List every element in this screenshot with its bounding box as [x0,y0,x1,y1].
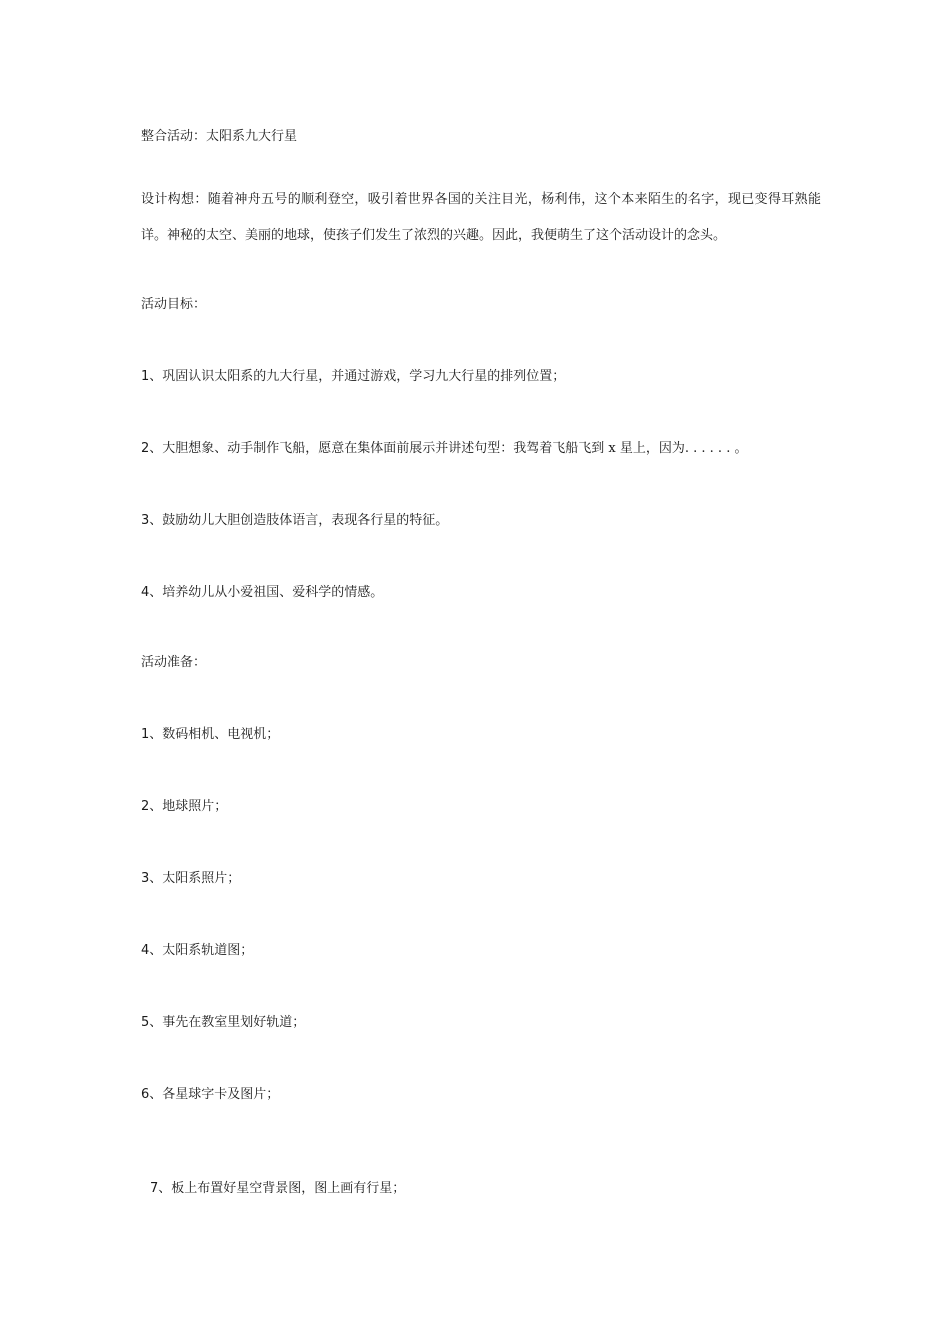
prep-item [141,942,253,960]
prep-text: 、板上布置好星空背景图，图上画有行星； [158,1181,406,1196]
prep-number: 6 [141,1087,150,1102]
prep-number: 2 [141,799,150,814]
prep-number: 7 [150,1181,159,1196]
goal-number: 4 [141,585,150,600]
prep-item [141,726,279,744]
goal-number: 1 [141,369,150,384]
prep-item [141,1086,279,1104]
goal-text: 、巩固认识太阳系的九大行星，并通过游戏，学习九大行星的排列位置； [149,369,566,384]
prep-text: 、各星球字卡及图片； [149,1087,280,1102]
prep-item [141,1014,305,1032]
prep-number: 5 [141,1015,150,1030]
prep-text: 、地球照片； [149,799,228,814]
prep-text: 、数码相机、电视机； [149,727,280,742]
prep-item [141,870,240,888]
prep-number: 3 [141,871,150,886]
prep-number: 4 [141,943,150,958]
design-concept-paragraph: 设计构想：随着神舟五号的顺利登空，吸引着世界各国的关注目光，杨利伟，这个本来陌生的名字，现已变得耳熟能详。神秘的太空、美丽的地球，使孩子们发生了浓烈的兴趣。因此，我便萌生了这个活动设计的念头。 [141,192,821,243]
goal-number: 2 [141,441,150,456]
goal-item [141,584,383,602]
prep-item [150,1180,405,1198]
goal-item [141,512,448,530]
goal-text: 、鼓励幼儿大胆创造肢体语言，表现各行星的特征。 [149,513,449,528]
document-title: 整合活动：太阳系九大行星 [141,129,298,144]
prep-text: 、太阳系轨道图； [149,943,254,958]
goal-item [141,440,747,458]
prep-item [141,798,227,816]
goal-text: 、大胆想象、动手制作飞船，愿意在集体面前展示并讲述句型：我驾着飞船飞到 x 星上，因为. . . . . . 。 [149,441,748,456]
prep-text: 、太阳系照片； [149,871,241,886]
prep-number: 1 [141,727,150,742]
goal-item [141,368,565,386]
goal-number: 3 [141,513,150,528]
prep-text: 、事先在教室里划好轨道； [149,1015,306,1030]
goals-heading: 活动目标： [141,297,207,312]
goal-text: 、培养幼儿从小爱祖国、爱科学的情感。 [149,585,384,600]
prep-heading: 活动准备： [141,655,207,670]
